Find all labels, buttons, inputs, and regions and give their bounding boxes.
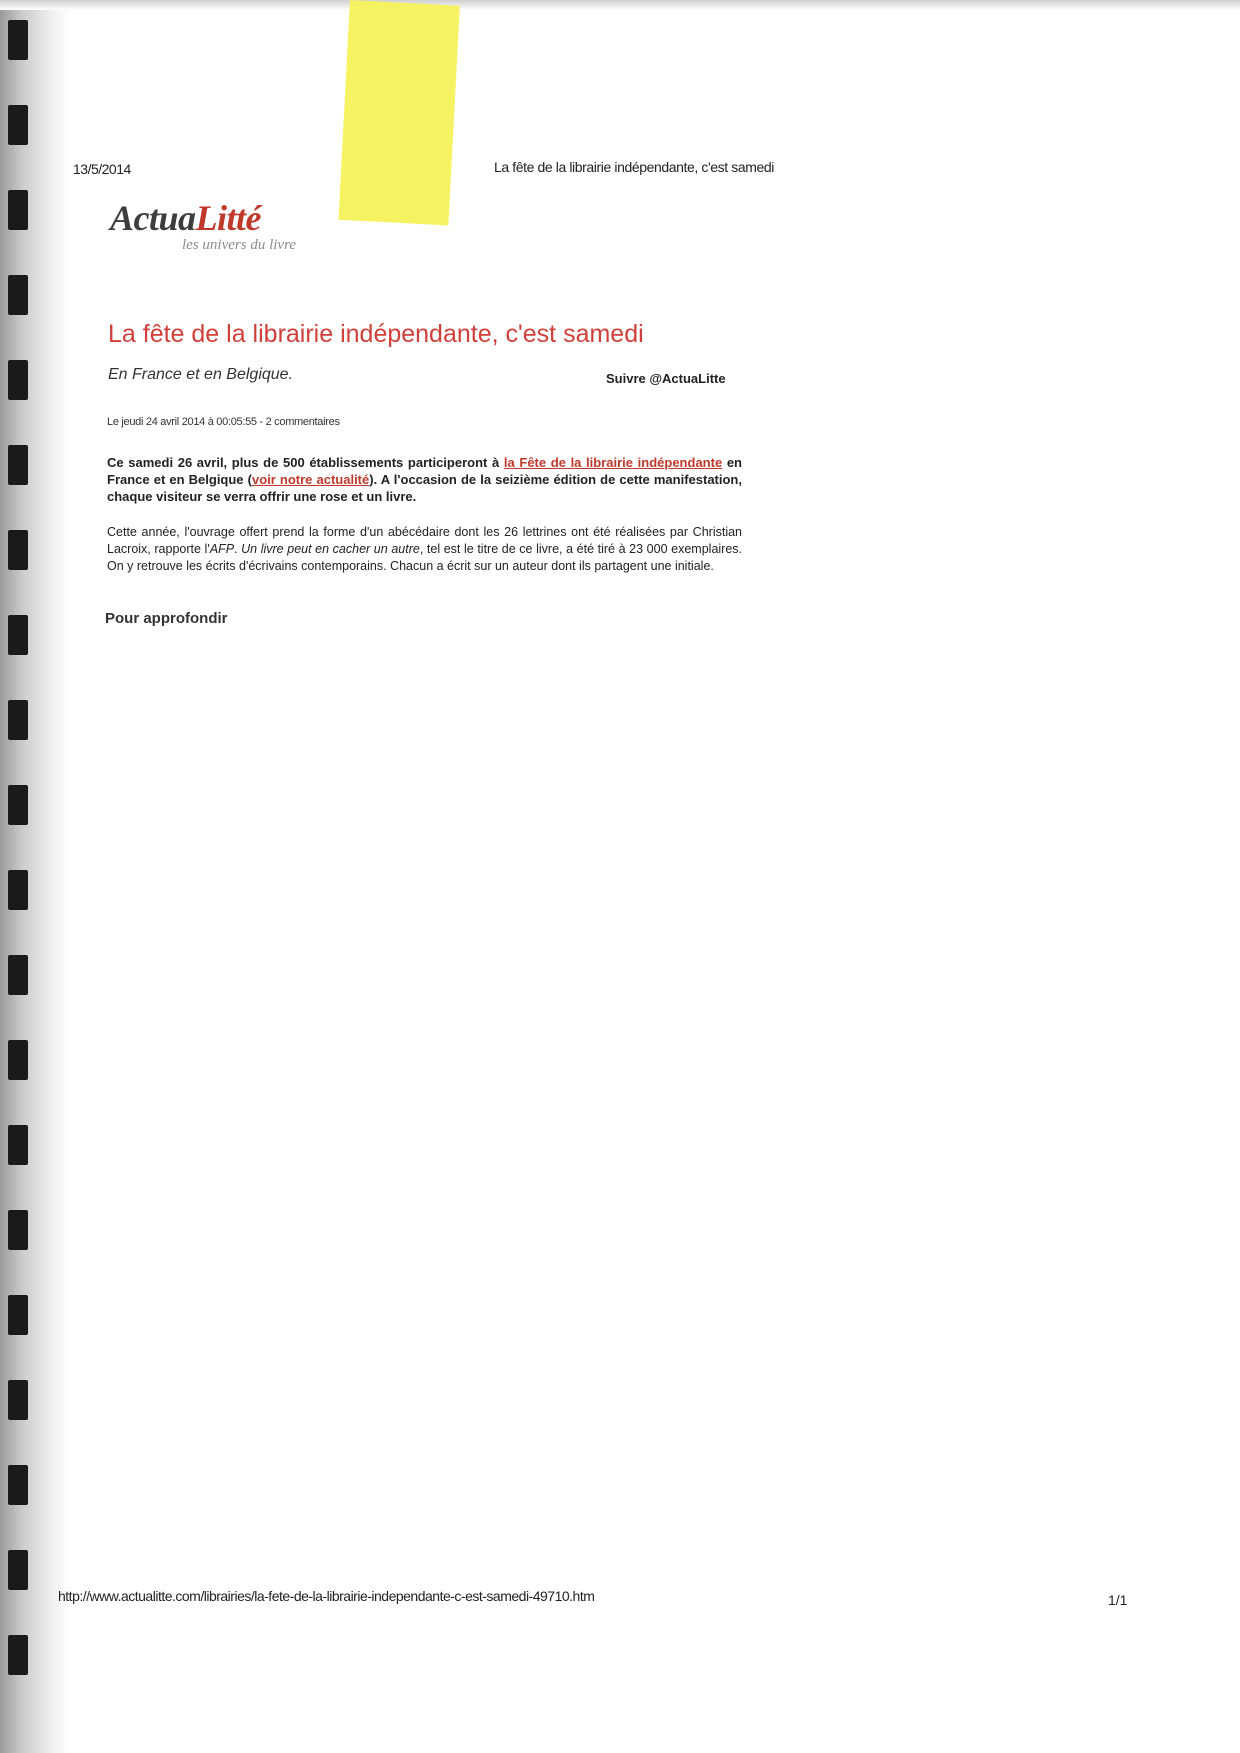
follow-button[interactable]: Suivre @ActuaLitte — [606, 371, 726, 386]
binding-hole — [8, 1125, 28, 1165]
binding-hole — [8, 190, 28, 230]
page-number: 1/1 — [1108, 1592, 1128, 1608]
logo-name-part1: Actua — [110, 198, 196, 238]
article-paragraph — [107, 524, 742, 575]
binding-hole — [8, 1040, 28, 1080]
paragraph-text: , tel est le titre de ce livre, a été tiré à 23 000 exemplaires. On y retrouve les écrits d'écrivains contemporains. Chacun a écrit sur un auteur dont ils partagent une initiale. — [107, 542, 743, 573]
binding-hole — [8, 700, 28, 740]
article-paragraph — [107, 454, 742, 505]
paragraph-text: . — [234, 542, 242, 556]
link-voir-actualite[interactable]: voir notre actualité — [251, 472, 370, 487]
binding-hole — [8, 105, 28, 145]
paragraph-text: ). A l'occasion de la seizième édition de cette manifestation, chaque visiteur se verra offrir une rose et un livre. — [107, 472, 742, 504]
print-url: http://www.actualitte.com/librairies/la-fete-de-la-librairie-independante-c-est-samedi-49710.htm — [58, 1588, 595, 1604]
sticky-note — [338, 0, 459, 225]
binding-hole — [8, 785, 28, 825]
binding-hole — [8, 1295, 28, 1335]
binding-hole — [8, 1550, 28, 1590]
binding-hole — [8, 20, 28, 60]
scan-shadow — [0, 0, 1240, 10]
logo-tagline: les univers du livre — [182, 237, 297, 253]
binding-hole — [8, 530, 28, 570]
paragraph-text: Ce samedi 26 avril, plus de 500 établissements participeront à — [107, 455, 504, 470]
binding-hole — [8, 955, 28, 995]
article-title: La fête de la librairie indépendante, c'est samedi — [108, 320, 644, 348]
book-title: Un livre peut en cacher un autre — [241, 542, 420, 556]
binding-hole — [8, 445, 28, 485]
link-fete-librairie[interactable]: la Fête de la librairie indépendante — [503, 455, 723, 470]
print-page-title: La fête de la librairie indépendante, c'est samedi — [494, 159, 774, 175]
binding-hole — [8, 1380, 28, 1420]
binding-hole — [8, 360, 28, 400]
binding-hole — [8, 1635, 28, 1675]
paragraph-italic: AFP — [209, 542, 235, 556]
section-heading: Pour approfondir — [105, 610, 228, 627]
site-logo[interactable] — [110, 198, 297, 253]
binding-hole — [8, 615, 28, 655]
article-subtitle: En France et en Belgique. — [108, 366, 294, 383]
print-date: 13/5/2014 — [73, 161, 131, 177]
binding-hole — [8, 1465, 28, 1505]
binding-hole — [8, 275, 28, 315]
logo-name-part2: Litté — [195, 198, 261, 238]
binding-hole — [8, 1210, 28, 1250]
article-meta: Le jeudi 24 avril 2014 à 00:05:55 - 2 commentaires — [107, 416, 340, 428]
paragraph-text: Cette année, l'ouvrage offert prend la forme d'un abécédaire dont les 26 lettrines ont été réalisées par Christian Lacroix, rapporte l' — [107, 525, 742, 556]
paragraph-text: en France et en Belgique ( — [107, 455, 742, 487]
binding-hole — [8, 870, 28, 910]
